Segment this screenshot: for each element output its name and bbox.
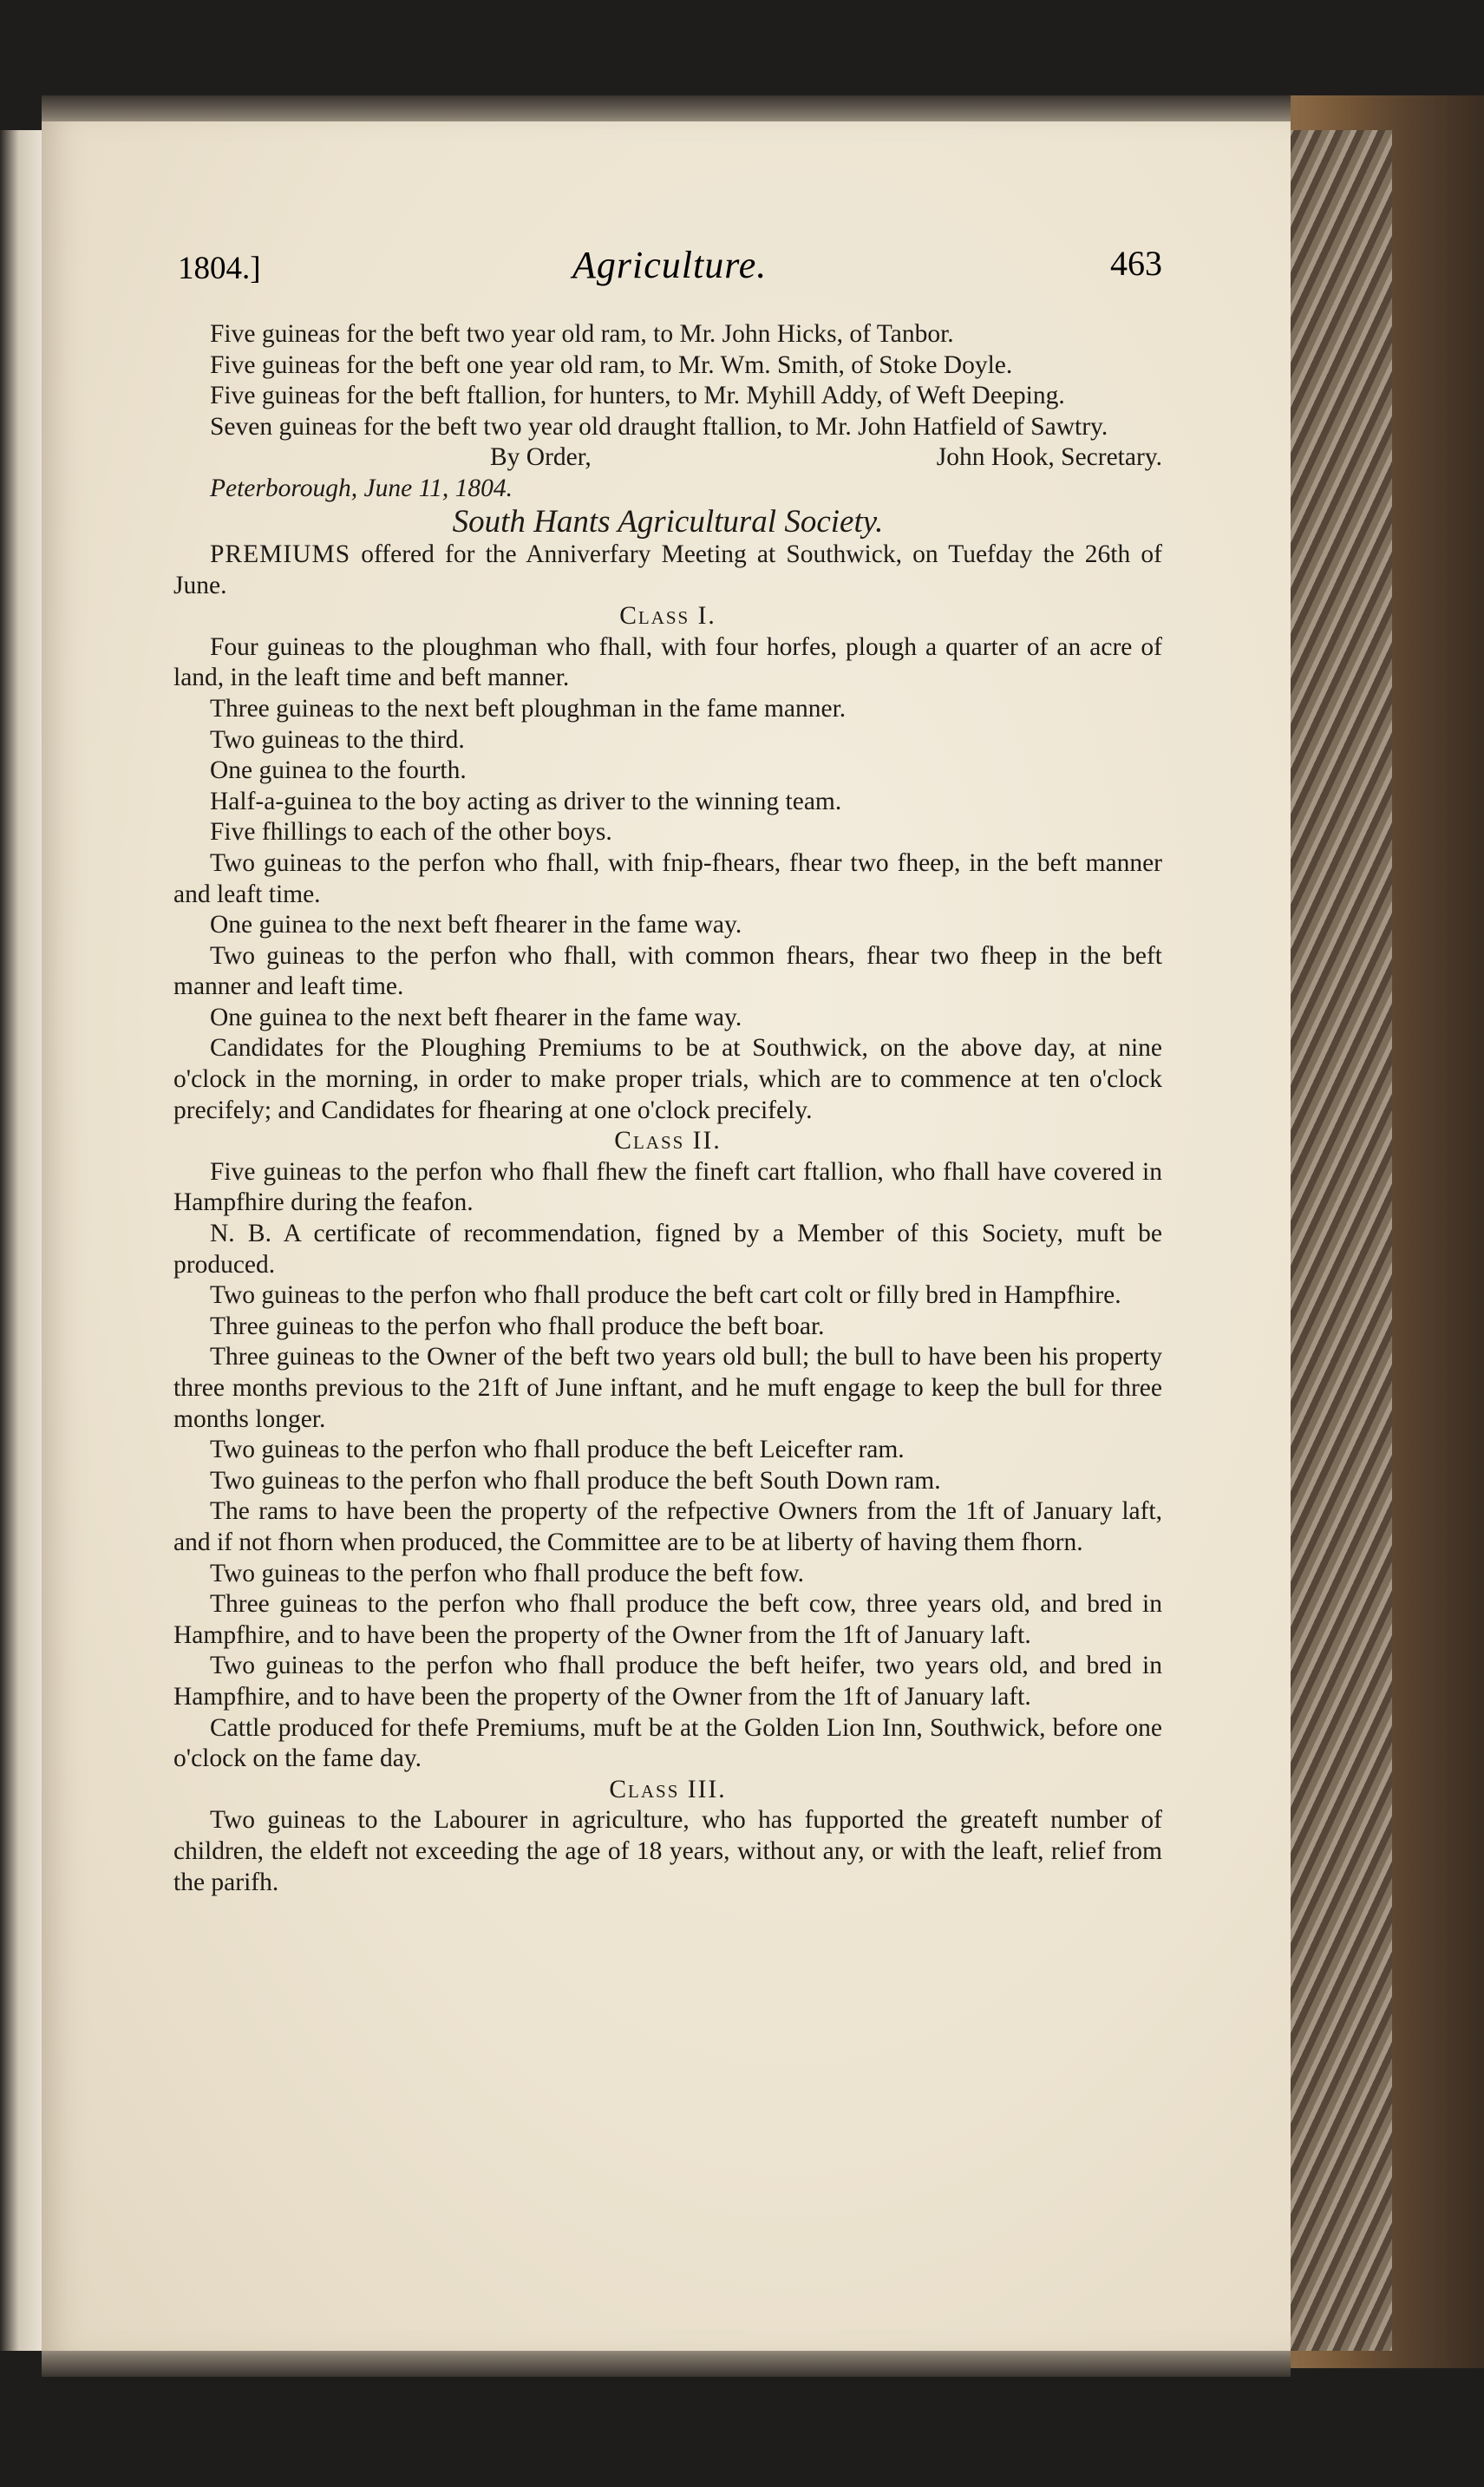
paragraph: One guinea to the fourth. — [210, 756, 467, 785]
premiums-intro — [173, 540, 1162, 601]
paragraph: Three guineas to the perfon who fhall produce the beft boar. — [210, 1312, 825, 1340]
paragraph: Two guineas to the third. — [210, 725, 465, 754]
paragraph: Two guineas to the perfon who fhall produce the beft heifer, two years old, and bred in Hampfhire, and to have been the property of the Owner from the 1ft of January laft. — [173, 1652, 1162, 1711]
running-header — [173, 243, 1162, 295]
paragraph: Seven guineas for the beft two year old draught ftallion, to Mr. John Hatfield of Sawtry. — [210, 412, 1108, 441]
paragraph: Three guineas to the perfon who fhall produce the beft cow, three years old, and bred in Hampfhire, and to have been the property of the Owner from the 1ft of January laft. — [173, 1590, 1162, 1649]
paragraph: Five guineas for the beft two year old ram, to Mr. John Hicks, of Tanbor. — [210, 320, 954, 348]
class-heading: Class I. — [619, 602, 716, 631]
paragraph: Two guineas to the perfon who fhall, with fnip-fhears, fhear two fheep, in the beft manner and leaft time. — [173, 848, 1162, 908]
premiums-caps: PREMIUMS — [210, 540, 351, 568]
paragraph: Three guineas to the next beft ploughman in the fame manner. — [210, 694, 847, 723]
page-number: 463 — [1110, 244, 1162, 283]
page-body-text — [173, 319, 1162, 1898]
paragraph: Two guineas to the perfon who fhall, with common fhears, fhear two fheep in the beft manner and leaft time. — [173, 941, 1162, 1001]
paragraph: N. B. A certificate of recommendation, figned by a Member of this Society, muft be produced. — [173, 1220, 1162, 1279]
signature-line — [173, 442, 1162, 474]
paragraph: Five guineas to the perfon who fhall fhew the fineft cart ftallion, who fhall have covered in Hampfhire during the feafon. — [173, 1157, 1162, 1217]
paragraph: Three guineas to the Owner of the beft two years old bull; the bull to have been his property three months previous to the 21ft of June inftant, and he muft engage to keep the bull for three months longer. — [173, 1343, 1162, 1433]
paragraph: Four guineas to the ploughman who fhall, with four horfes, plough a quarter of an acre of land, in the leaft time and beft manner. — [173, 632, 1162, 692]
paragraph: Half-a-guinea to the boy acting as driver to the winning team. — [210, 787, 842, 815]
class-heading: Class II. — [614, 1127, 722, 1155]
paragraph: Two guineas to the perfon who fhall produce the beft fow. — [210, 1559, 804, 1587]
premiums-rest: offered for the Anniverfary Meeting at Southwick, on Tuefday the 26th of June. — [173, 540, 1162, 599]
society-title: South Hants Agricultural Society. — [452, 503, 884, 540]
by-order: By Order, — [490, 443, 592, 472]
class-heading: Class III. — [609, 1775, 727, 1803]
paragraph: Two guineas to the perfon who fhall produce the beft cart colt or filly bred in Hampfhire. — [210, 1281, 1121, 1310]
paragraph: Candidates for the Ploughing Premiums to be at Southwick, on the above day, at nine o'clock in the morning, in order to make proper trials, which are to commence at ten o'clock precifely; and Candidates for fhearing at one o'clock precifely. — [173, 1034, 1162, 1124]
paragraph: One guinea to the next beft fhearer in the fame way. — [210, 1003, 742, 1031]
secretary-signature: John Hook, Secretary. — [936, 443, 1162, 472]
paragraph: Five guineas for the beft one year old ram, to Mr. Wm. Smith, of Stoke Doyle. — [210, 350, 1013, 379]
left-page-edge — [0, 130, 42, 2351]
header-section-title: Agriculture. — [572, 244, 768, 286]
paragraph: Five fhillings to each of the other boys. — [210, 818, 612, 847]
paragraph: The rams to have been the property of the refpective Owners from the 1ft of January laft, and if not fhorn when produced, the Committee are to be at liberty of having them fhorn. — [173, 1497, 1162, 1556]
header-year: 1804.] — [178, 251, 261, 286]
place-date: Peterborough, June 11, 1804. — [210, 474, 513, 503]
paragraph: Cattle produced for thefe Premiums, muft be at the Golden Lion Inn, Southwick, before one o'clock on the fame day. — [173, 1713, 1162, 1773]
paragraph: Five guineas for the beft ftallion, for hunters, to Mr. Myhill Addy, of Weft Deeping. — [210, 382, 1065, 410]
marbled-endpaper — [1288, 130, 1392, 2351]
paragraph: One guinea to the next beft fhearer in the fame way. — [210, 911, 742, 939]
paragraph: Two guineas to the perfon who fhall produce the beft Leicefter ram. — [210, 1436, 905, 1464]
paragraph: Two guineas to the perfon who fhall produce the beft South Down ram. — [210, 1466, 941, 1495]
paragraph: Two guineas to the Labourer in agriculture, who has fupported the greateft number of children, the eldeft not exceeding the age of 18 years, without any, or with the leaft, relief from the parifh. — [173, 1806, 1162, 1896]
